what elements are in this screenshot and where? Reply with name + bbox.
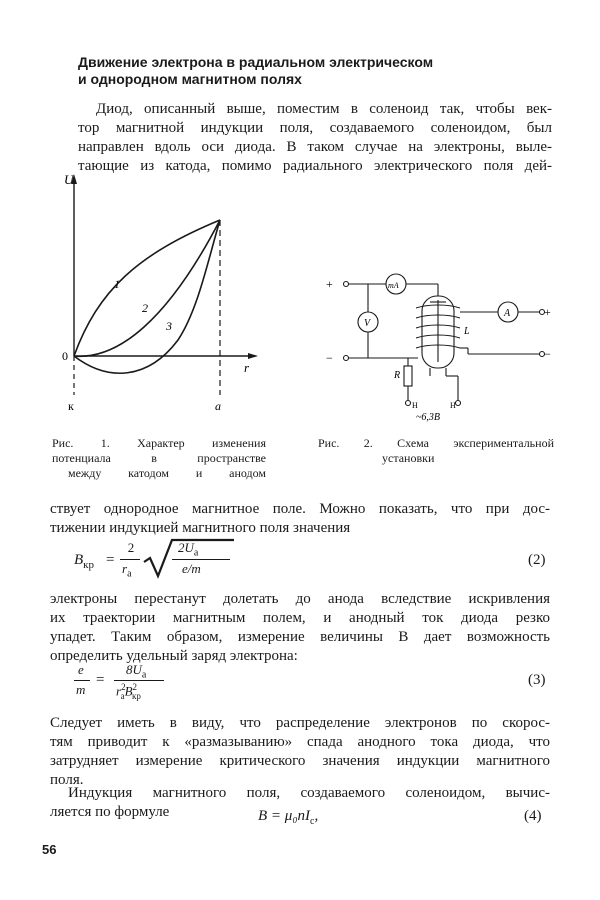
eq2-numerator: 2 (127, 540, 135, 555)
curve-label-2: 2 (142, 301, 148, 315)
text-line: ствует однородное магнитное поле. Можно показать, что при дос- (50, 501, 550, 517)
figure-1-caption (52, 436, 266, 481)
eq2-radicand-bar (172, 559, 230, 560)
paragraph-2 (50, 500, 550, 538)
paragraph-4 (50, 714, 550, 790)
heading-line-2: и однородном магнитном полях (78, 71, 302, 87)
equation-3-number: (3) (528, 672, 546, 688)
eq3-lhs-denominator: m (76, 682, 86, 697)
heading-line-1: Движение электрона в радиальном электрическом (78, 54, 434, 70)
eq3-rhs-bar (114, 680, 164, 681)
curve-1 (74, 220, 220, 356)
x-axis-label: r (244, 360, 250, 375)
caption-line: Рис. 2. Схема экспериментальной (318, 436, 554, 450)
text-line: Диод, описанный выше, поместим в соленоид так, чтобы век- (96, 101, 552, 117)
eq4-comma: , (314, 808, 319, 824)
eq3-lhs-bar (74, 680, 90, 681)
voltmeter-label: V (364, 318, 371, 329)
anode-label: a (215, 399, 221, 413)
voltage-label: ~6,3В (416, 412, 441, 423)
heater-label-1: H (412, 401, 418, 410)
text-line: тижении индукцией магнитного поля значения (50, 520, 351, 536)
eq3-den-r-sub: a (120, 690, 125, 701)
paragraph-3 (50, 590, 550, 666)
plus-right-label: + (544, 305, 551, 319)
terminal-plus (344, 282, 349, 287)
cathode-label: к (68, 399, 74, 413)
equation-3 (74, 662, 274, 708)
figure-2-circuit-diagram (318, 262, 558, 432)
eq2-den-symbol: r (122, 561, 128, 576)
eq2-rad-num-subscript: a (193, 547, 199, 559)
text-line: затрудняет измерение критического значения индукции магнитного (50, 753, 550, 769)
terminal-minus (344, 356, 349, 361)
text-line: тям приводит к «размазыванию» спада анодного тока диода, что (50, 734, 550, 750)
equation-4 (258, 808, 318, 827)
equation-2 (74, 540, 294, 582)
equation-4-number: (4) (524, 808, 542, 824)
eq2-equals: = (106, 552, 115, 568)
heater-label-2: H (450, 401, 456, 410)
caption-line: Рис. 1. Характер изменения (52, 436, 266, 450)
text-line: тающие из катода, помимо радиального электрического поля дей- (78, 158, 552, 174)
minus-right-label: − (544, 347, 551, 361)
text-line: поля. (50, 772, 84, 788)
origin-label: 0 (62, 349, 68, 363)
curve-2 (74, 220, 220, 356)
ammeter-label: A (504, 308, 511, 319)
eq3-den-r: r (116, 683, 122, 699)
caption-line: потенциала в пространстве (52, 451, 266, 465)
eq2-denominator (122, 561, 132, 580)
y-axis-label: U (64, 172, 74, 187)
eq2-fraction-bar (120, 559, 140, 560)
heater-terminal-1 (406, 401, 411, 406)
plus-label: + (326, 277, 333, 291)
figure-2-caption (318, 436, 554, 466)
curve-label-1: 1 (114, 277, 120, 291)
curve-3 (74, 220, 220, 373)
eq2-radicand-denominator: e/m (182, 561, 201, 576)
curve-label-3: 3 (166, 319, 172, 333)
eq3-lhs-numerator: e (78, 662, 84, 677)
text-line: ляется по формуле (50, 804, 170, 820)
text-line: Следует иметь в виду, что распределение электронов по скорос- (50, 715, 550, 731)
paragraph-1 (78, 100, 552, 176)
text-line: электроны перестанут долетать до анода вследствие искривления (50, 591, 550, 607)
minus-label: − (326, 351, 333, 365)
eq2-lhs-symbol: B (74, 552, 84, 568)
eq2-rad-num-symbol: 2U (178, 540, 194, 555)
text-line: определить удельный заряд электрона: (50, 648, 298, 664)
equation-2-number: (2) (528, 552, 546, 568)
heater-terminal-2 (456, 401, 461, 406)
figure-1-potential-graph (58, 170, 278, 420)
eq3-num-symbol: 8U (126, 662, 142, 677)
page-number: 56 (42, 842, 57, 857)
eq3-rhs-numerator (126, 662, 146, 681)
eq3-rhs-denominator (116, 682, 141, 701)
milliammeter-label: mA (388, 281, 399, 290)
text-line: их траектории магнитным полем, и анодный ток диода резко (50, 610, 550, 626)
eq3-den-b-sub: кр (132, 690, 141, 701)
x-axis-arrow (248, 353, 258, 359)
eq3-den-b: B (124, 683, 133, 699)
eq3-num-subscript: a (141, 669, 147, 681)
eq4-subscript: c (310, 816, 315, 827)
caption-line: между катодом и анодом (68, 466, 266, 480)
eq2-lhs (74, 552, 94, 571)
eq2-den-subscript: a (127, 568, 132, 580)
eq3-den-r-sup: 2 (121, 682, 126, 692)
text-line: Индукция магнитного поля, создаваемого соленоидом, вычис- (68, 785, 550, 801)
section-heading (78, 54, 538, 88)
resistor (404, 366, 412, 386)
eq2-radicand-numerator (178, 540, 198, 559)
eq3-den-b-sup: 2 (132, 682, 138, 692)
text-line: направлен вдоль оси диода. В таком случае на электроны, выле- (78, 139, 552, 155)
text-line: тор магнитной индукции поля, создаваемого соленоидом, был (78, 120, 552, 136)
eq2-lhs-subscript: кр (83, 559, 95, 571)
text-line: упадет. Таким образом, измерение величины B дает возможность (50, 629, 550, 645)
caption-line: установки (382, 451, 435, 465)
eq3-equals: = (96, 672, 105, 688)
inductor-label: L (464, 326, 470, 337)
eq4-body: B = μ₀nI (258, 808, 311, 824)
resistor-label: R (394, 370, 401, 381)
